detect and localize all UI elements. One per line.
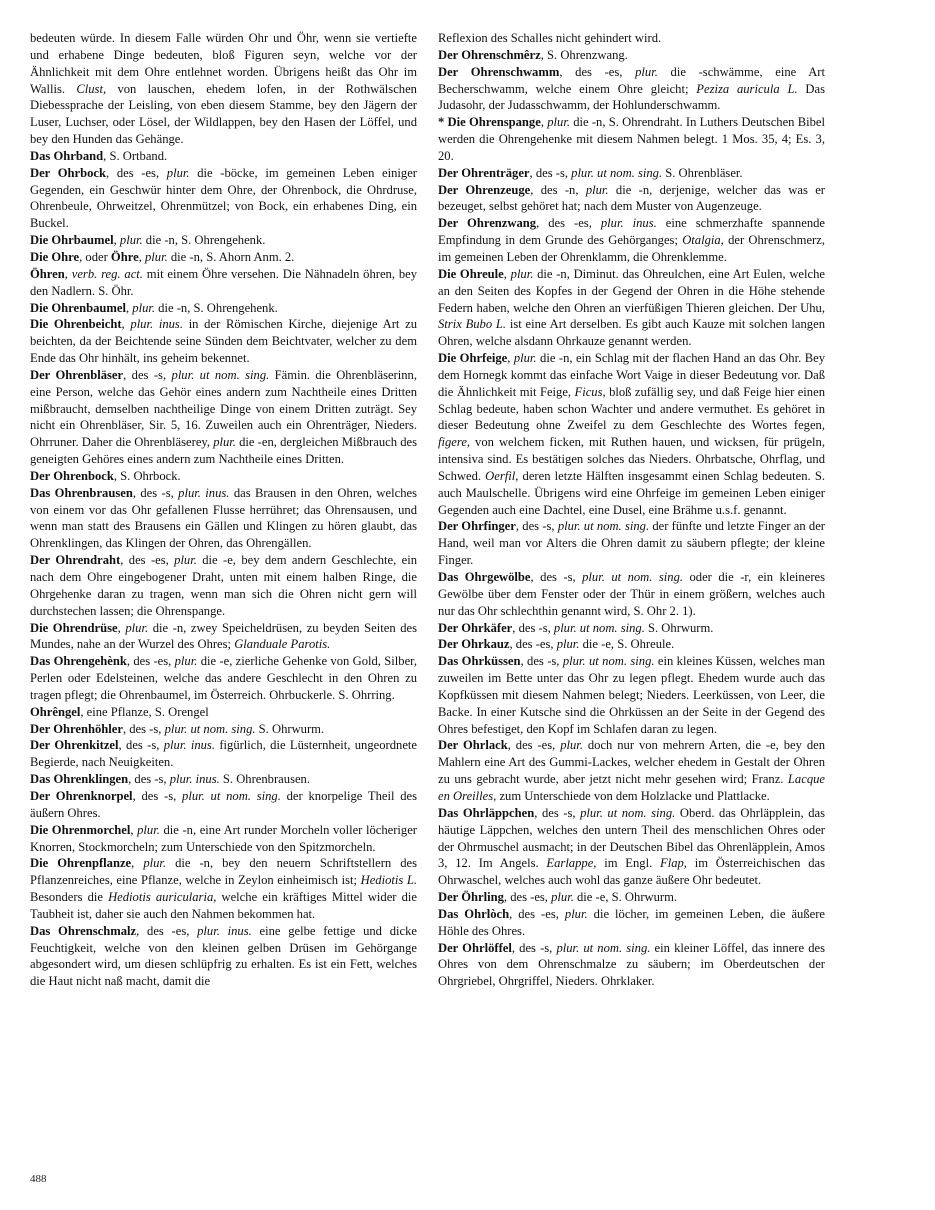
dictionary-entry: Das Ohrlòch, des -es, plur. die löcher, im gemeinen Leben, die äußere Höhle des Ohres. — [438, 906, 825, 938]
dictionary-entry: Der Ohrenschmêrz, S. Ohrenzwang. — [438, 47, 628, 62]
dictionary-entry: Ohrêngel, eine Pflanze, S. Orengel — [30, 704, 209, 719]
dictionary-entry: Öhren, verb. reg. act. mit einem Öhre versehen. Die Nähnadeln öhren, bey den Nadlern. S. Öhr. — [30, 266, 418, 298]
dictionary-entry: Der Ohrenschwamm, des -es, plur. die -schwämme, eine Art Becherschwamm, welche einem Ohre gleicht; Peziza auricula L. Das Judasohr, der Judasschwamm, der Hohlunderschwamm. — [438, 64, 825, 113]
dictionary-entry: Der Ohrlack, des -es, plur. doch nur von mehrern Arten, die -e, bey den Mahlern eine Art des Gummi-Lackes, welcher ehedem in Gestalt der Ohren zu uns gebracht wurde, aber jetzt nicht mehr gesehen wird; Franz. Lacque en Oreilles, zum Unterschiede von dem Holzlacke und Plattlacke. — [438, 738, 826, 803]
dictionary-entry: Die Ohrendrüse, plur. die -n, zwey Speicheldrüsen, zu beyden Seiten des Mundes, nahe an der Wurzel des Ohres; Glanduale Parotis. — [30, 620, 417, 652]
dictionary-entry: Die Ohrfeige, plur. die -n, ein Schlag mit der flachen Hand an das Ohr. Bey dem Hornegk kommt das einfache Wort Vaige in dieser Bedeutung vor. Daß die Ähnlichkeit mit Feige, Ficus, bloß zufällig sey, und daß Feige hier einen Schlag bedeute, haben schon Wachter und andere vermuthet. Es gehöret in dieser Bedeutung ohne Zweifel zu dem Geschlechte des Wortes fegen, figere, von welchem ficken, mit Ruthen hauen, und wicksen, für prügeln, intensiva sind. Es bestätigen solches das Nieders. Ohrbatsche, Ohrflag, und Schwed. Oerfil, deren letzte Hälften insgesammt einen Schlag bedeuten. S. auch Maulschelle. Übrigens wird eine Ohrfeige im gemeinen Leben einiger Gegenden auch eine Dachtel, eine Dusel, eine Brähme u.s.f. genannt. — [438, 351, 826, 517]
left-column — [30, 30, 417, 990]
dictionary-entry: Die Ohrbaumel, plur. die -n, S. Ohrengehenk. — [30, 233, 266, 248]
dictionary-entry: Der Ohrenhöhler, des -s, plur. ut nom. sing. S. Ohrwurm. — [30, 721, 325, 736]
dictionary-entry: Der Ohrenzwang, des -es, plur. inus. eine schmerzhafte spannende Empfindung in dem Grunde des Gehörganges; Otalgia, der Ohrenschmerz, im gemeinen Leben der Ohrenklamm, die Ohrenklemme. — [438, 216, 825, 264]
dictionary-entry: Das Ohrband, S. Ortband. — [30, 148, 168, 163]
dictionary-entry: Der Ohrenkitzel, des -s, plur. inus. figürlich, die Lüsternheit, ungeordnete Begierde, nach Neuigkeiten. — [30, 738, 418, 770]
dictionary-entry: Der Ohrenträger, des -s, plur. ut nom. sing. S. Ohrenbläser. — [438, 165, 743, 180]
dictionary-entry: Die Ohrenbeicht, plur. inus. in der Römischen Kirche, diejenige Art zu beichten, da der Beichtende seine Sünden dem Beichtvater, welcher zu dem Ende das Ohr hinhält, ins geheim bekennet. — [30, 317, 417, 366]
page-number: 488 — [30, 1173, 47, 1185]
dictionary-entry: Die Ohrenmorchel, plur. die -n, eine Art runder Morcheln voller löcheriger Knorren, Stockmorcheln; zum Unterschiede von den Spitzmorcheln. — [30, 822, 418, 854]
dictionary-entry: Das Ohrenklingen, des -s, plur. inus. S. Ohrenbrausen. — [30, 772, 311, 787]
dictionary-entry: Das Ohrläppchen, des -s, plur. ut nom. sing. Oberd. das Ohrläpplein, das häutige Läppchen, welches den untern Theil des menschlichen Ohres oder der Ohrmuschel ausmacht; in der Deutschen Bibel das Ohrenläpplein, Amos 3, 12. Im Angels. Earlappe, im Engl. Flap, im Österreichischen das Ohrwaschel, welches auch wohl das ganze äußere Ohr bedeutet. — [438, 805, 826, 888]
dictionary-entry: Das Ohrenbrausen, des -s, plur. inus. das Brausen in den Ohren, welches von einem vor das Ohr gefallenen Flusse herrühret; das Ohrensausen, und wenn man statt des Brausens ein Gällen und Klingen zu hören glaubt, das Ohrenklingen, das Klingen der Ohren, das Ohrengällen. — [30, 485, 417, 551]
dictionary-entry: Der Ohrkäfer, des -s, plur. ut nom. sing. S. Ohrwurm. — [438, 620, 714, 635]
dictionary-entry: bedeuten würde. In diesem Falle würden Ohr und Öhr, wenn sie vertiefte und erhabene Dinge bedeuten, bloß Figuren seyn, welche vor der Ähnlichkeit mit dem Ohre entlehnet worden. Übrigens heißt das Ohr im Wallis. Clust, von lauschen, ehedem lofen, in der Rothwälschen Diebessprache der Leisling, von eben diesem Stamme, bey den Jägern der Luser, Luchser, oder Lösel, der Wildlappen, bey den Hasen der Löffel, und bey den Hunden das Gehänge. — [30, 31, 417, 147]
dictionary-entry: Das Ohrgewölbe, des -s, plur. ut nom. sing. oder die -r, ein kleineres Gewölbe über dem Fenster oder der Thür in einem größern, welches auch nur das Ohr schlechthin genannt wird, S. Ohr 2. 1). — [438, 570, 825, 618]
dictionary-entry: Der Ohrkauz, des -es, plur. die -e, S. Ohreule. — [438, 637, 675, 652]
dictionary-entry: * Die Ohrenspange, plur. die -n, S. Ohrendraht. In Luthers Deutschen Bibel werden die Ohrengehenke mit diesem Nahmen belegt. 1 Mos. 35, 4; Es. 3, 20. — [438, 115, 826, 163]
dictionary-entry: Der Ohrendraht, des -es, plur. die -e, bey dem andern Geschlechte, ein nach dem Ohre eingebogener Draht, unten mit einem halben Ringe, die Ohrgehenke daran zu tragen, wenn man sich die Ohren nicht gern will durchstechen lassen; die Ohrenspange. — [30, 553, 417, 618]
dictionary-entry: Der Ohrenknorpel, des -s, plur. ut nom. sing. der knorpelige Theil des äußern Ohres. — [30, 788, 418, 820]
dictionary-entry: Der Ohrenzeuge, des -n, plur. die -n, derjenige, welcher das was er bezeuget, selbst gehöret hat; nach dem Muster von Augenzeuge. — [438, 182, 825, 214]
dictionary-entry: Das Ohrküssen, des -s, plur. ut nom. sing. ein kleines Küssen, welches man zuweilen im Bette unter das Ohr zu legen pflegt. Ehedem wurde auch das Kopfküssen mit diesem Nahmen belegt; Nieders. Leerküssen, von Leer, die Backe. In einer Kutsche sind die Ohrküssen an der Seite in der Gegend des Ohres befestiget, den Kopf im Schlafen daran zu legen. — [438, 654, 825, 736]
dictionary-entry: Die Ohrenbaumel, plur. die -n, S. Ohrengehenk. — [30, 300, 278, 315]
dictionary-entry: Der Ohrlöffel, des -s, plur. ut nom. sing. ein kleiner Löffel, das innere des Ohres von dem Ohrenschmalze zu säubern; im Oberdeutschen der Ohrgriebel, Ohrgriffel, Nieders. Ohrklaker. — [438, 940, 826, 989]
dictionary-entry: Die Ohreule, plur. die -n, Diminut. das Ohreulchen, eine Art Eulen, welche an den Seiten des Kopfes in der Gegend der Ohren in die Höhe stehende Federn haben, welche den Ohren an vierfüßigen Thieren gleichen. Der Uhu, Strix Bubo L. ist eine Art derselben. Es gibt auch Kauze mit solchen langen Ohren, welche alsdann Ohrkauze genannt werden. — [438, 266, 826, 349]
dictionary-entry: Die Ohrenpflanze, plur. die -n, bey den neuern Schriftstellern des Pflanzenreiches, eine Pflanze, welche in Zeylon einheimisch ist; Hediotis L. Besonders die Hediotis auricularia, welche ein kräftiges Mittel wider die Taubheit ist, daher sie auch den Nahmen bekommen hat. — [30, 856, 418, 921]
dictionary-entry: Der Öhrling, des -es, plur. die -e, S. Ohrwurm. — [438, 890, 678, 905]
dictionary-entry: Der Ohrbock, des -es, plur. die -böcke, im gemeinen Leben einiger Gegenden, ein Geschwür hinter dem Ohre, der Ohrenbock, die Ohrdruse, Ohrenbeule, Ohrweitzel, Ohrenmützel; von Bock, ein erhabenes Ding, ein Buckel. — [30, 165, 418, 231]
dictionary-entry: Das Ohrengehènk, des -es, plur. die -e, zierliche Gehenke von Gold, Silber, Perlen oder Edelsteinen, welche das andere Geschlecht in den Ohren zu tragen pflegt; die Ohrenbaumel, im Österreich. Ohrbuckerle. S. Ohrring. — [30, 654, 418, 702]
dictionary-entry: Der Ohrenbock, S. Ohrbock. — [30, 468, 181, 483]
dictionary-entry: Das Ohrenschmalz, des -es, plur. inus. eine gelbe fettige und dicke Feuchtigkeit, welche von den kleinen gelben Drüsen im Gehörgange abgesondert wird, um diesen schlüpfrig zu erhalten. Es ist ein Fett, welches die Haut nicht naß macht, damit die — [30, 923, 417, 989]
right-column — [438, 30, 825, 990]
dictionary-entry: Der Ohrenbläser, des -s, plur. ut nom. sing. Fämin. die Ohrenbläserinn, eine Person, welche das Gehör eines andern zum Nachtheile eines Dritten mißbraucht, demselben nachtheilige Dinge von einem Dritten zuträgt. Sey nicht ein Ohrenbläser, Sir. 5, 16. Zuweilen auch ein Ohrenträger, Nieders. Ohrruner. Daher die Ohrenbläserey, plur. die -en, dergleichen Mißbrauch des geneigten Gehöres eines andern zum Nachtheile eines Dritten. — [30, 367, 417, 467]
dictionary-entry: Die Ohre, oder Öhre, plur. die -n, S. Ahorn Anm. 2. — [30, 249, 295, 264]
dictionary-entry: Der Ohrfinger, des -s, plur. ut nom. sing. der fünfte und letzte Finger an der Hand, weil man vor Alters die Ohren damit zu säubern pflegte; der kleine Finger. — [438, 519, 826, 568]
dictionary-entry: Reflexion des Schalles nicht gehindert wird. — [438, 31, 662, 45]
